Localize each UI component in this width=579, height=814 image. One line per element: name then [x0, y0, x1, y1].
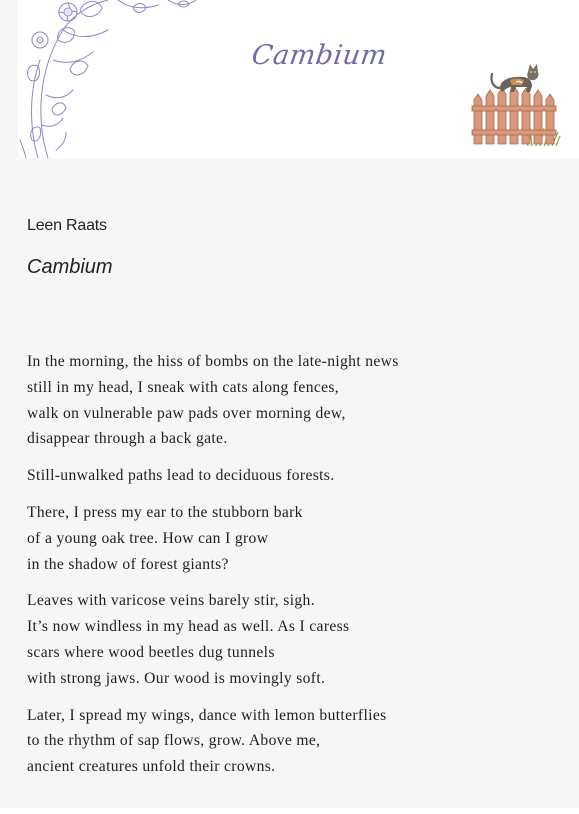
stanza [27, 703, 547, 780]
poem-body [27, 349, 547, 791]
poem-line: There, I press my ear to the stubborn bark [27, 503, 303, 521]
stanza [27, 463, 547, 489]
poem-line: walk on vulnerable paw pads over morning dew, [27, 404, 346, 422]
poem-line: to the rhythm of sap flows, grow. Above me, [27, 732, 321, 750]
poem-line: ancient creatures unfold their crowns. [27, 758, 276, 776]
poem-line: Still-unwalked paths lead to deciduous forests. [27, 467, 335, 485]
poem-title: Cambium [27, 256, 113, 278]
floral-illustration [18, 0, 218, 158]
poem-line: of a young oak tree. How can I grow [27, 529, 269, 547]
banner-title: Cambium [249, 40, 389, 71]
fence-with-cat-illustration [470, 58, 562, 148]
page-bottom-edge [0, 808, 579, 814]
poem-line: in the shadow of forest giants? [27, 555, 229, 573]
stanza [27, 349, 547, 452]
poem-line: with strong jaws. Our wood is movingly soft. [27, 669, 326, 687]
stanza [27, 500, 547, 577]
poem-line: Leaves with varicose veins barely stir, sigh. [27, 592, 315, 610]
poem-line: disappear through a back gate. [27, 430, 228, 448]
poem-line: still in my head, I sneak with cats along fences, [27, 378, 340, 396]
poem-line: It’s now windless in my head as well. As I caress [27, 618, 350, 636]
author-name: Leen Raats [27, 217, 107, 234]
poem-line: Later, I spread my wings, dance with lemon butterflies [27, 706, 387, 724]
header-banner [18, 0, 579, 158]
poem-line: In the morning, the hiss of bombs on the late-night news [27, 353, 399, 370]
stanza [27, 588, 547, 691]
poem-line: scars where wood beetles dug tunnels [27, 643, 275, 661]
